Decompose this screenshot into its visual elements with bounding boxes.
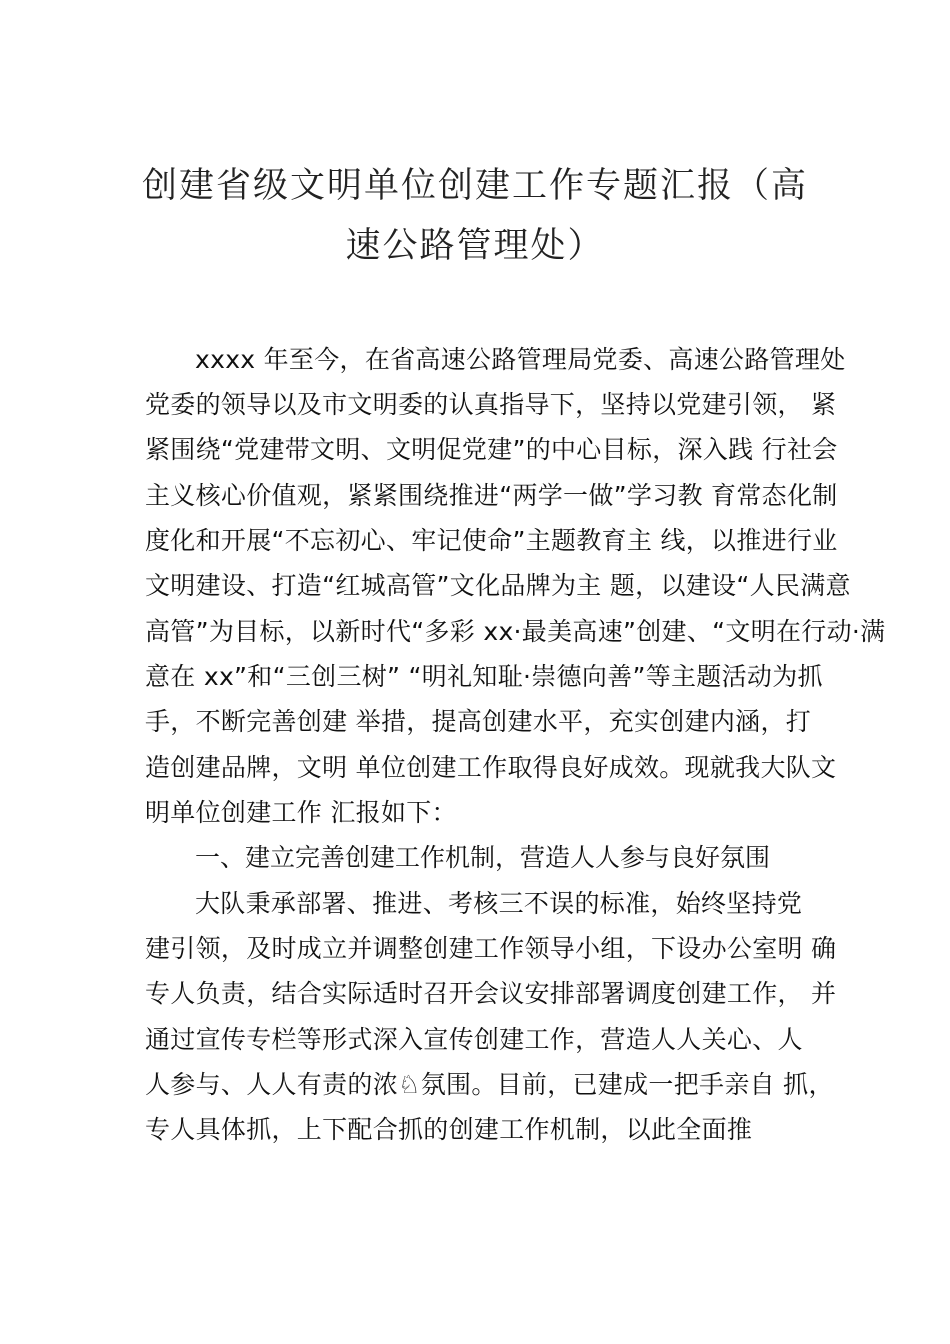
paragraph-line: 主义核心价值观，紧紧围绕推进“两学一做”学习教 育常态化制	[145, 481, 838, 510]
paragraph-line: 手，不断完善创建 举措，提高创建水平，充实创建内涵，打	[145, 707, 812, 736]
document-title-line-1: 创建省级文明单位创建工作专题汇报（高	[141, 166, 808, 206]
paragraph-line: 明单位创建工作 汇报如下：	[145, 798, 457, 827]
paragraph-line: 意在 xx”和“三创三树” “明礼知耻·崇德向善”等主题活动为抓	[145, 662, 823, 691]
paragraph-line: 人参与、人人有责的浓♘氛围。目前，已建成一把手亲自 抓，	[145, 1070, 834, 1099]
paragraph-line: 专人负责，结合实际适时召开会议安排部署调度创建工作， 并	[145, 979, 837, 1008]
paragraph-line: 专人具体抓，上下配合抓的创建工作机制，以此全面推	[145, 1115, 753, 1144]
section-1-heading: 一、建立完善创建工作机制，营造人人参与良好氛围	[195, 843, 771, 872]
paragraph-line: 高管”为目标，以新时代“多彩 xx·最美高速”创建、“文明在行动·满	[145, 617, 886, 646]
paragraph-line: 紧围绕“党建带文明、文明促党建”的中心目标，深入践 行社会	[145, 435, 838, 464]
paragraph-line: 建引领，及时成立并调整创建工作领导小组，下设办公室明 确	[145, 934, 837, 963]
paragraph-line: 通过宣传专栏等形式深入宣传创建工作，营造人人关心、人	[145, 1025, 803, 1054]
paragraph-line: xxxx 年至今，在省高速公路管理局党委、高速公路管理处	[195, 345, 846, 374]
paragraph-line: 度化和开展“不忘初心、牢记使命”主题教育主 线，以推进行业	[145, 526, 838, 555]
document-title-line-2: 速公路管理处）	[345, 226, 605, 266]
paragraph-line: 大队秉承部署、推进、考核三不误的标准，始终坚持党	[195, 889, 803, 918]
paragraph-line: 文明建设、打造“红城高管”文化品牌为主 题，以建设“人民满意	[145, 571, 851, 600]
paragraph-line: 造创建品牌，文明 单位创建工作取得良好成效。现就我大队文	[145, 753, 837, 782]
paragraph-line: 党委的领导以及市文明委的认真指导下，坚持以党建引领， 紧	[145, 390, 837, 419]
